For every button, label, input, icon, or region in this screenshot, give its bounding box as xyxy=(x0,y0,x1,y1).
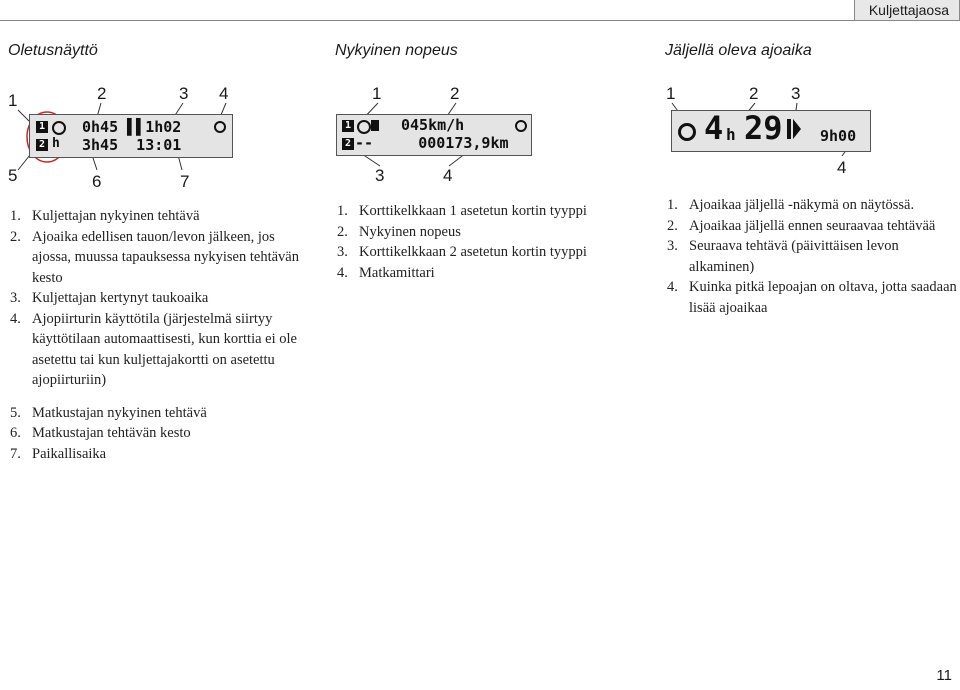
driving-mode-icon xyxy=(357,120,371,134)
card-type-icon xyxy=(371,120,379,131)
list-item: 3. Kuljettajan kertynyt taukoaika xyxy=(10,290,209,306)
list-item: 3. Korttikelkkaan 2 asetetun kortin tyyppi xyxy=(337,244,587,260)
default-display-lcd xyxy=(29,114,233,158)
callout-2: 2 xyxy=(97,84,107,103)
card-slot-1-icon: 1 xyxy=(342,120,354,132)
header-rule xyxy=(0,20,960,21)
list-item: 2. Ajoaikaa jäljellä ennen seuraavaa tehtävää xyxy=(667,217,936,234)
list-item: 2. Nykyinen nopeus xyxy=(337,223,461,240)
card-slot-1-icon: 1 xyxy=(36,121,48,133)
callout-2: 2 xyxy=(450,84,460,103)
middle-legend-list xyxy=(337,201,647,283)
next-activity-arrow-icon xyxy=(793,119,801,139)
callout-4: 4 xyxy=(219,84,229,103)
list-item: 1. Ajoaikaa jäljellä -näkymä on näytössä. xyxy=(667,197,915,213)
callout-3: 3 xyxy=(791,84,801,103)
left-section-title: Oletusnäyttö xyxy=(8,42,98,59)
list-item: 6. Matkustajan tehtävän kesto xyxy=(10,425,191,441)
callout-1: 1 xyxy=(8,91,18,110)
list-item: 3. Seuraava tehtävä (päivittäisen levon alkaminen) xyxy=(667,238,899,275)
lcd-rest-needed: 9h00 xyxy=(820,127,857,145)
list-item: 4. Matkamittari xyxy=(337,264,435,281)
rest-icon: h xyxy=(52,136,60,151)
speed-display-lcd xyxy=(336,114,532,156)
lcd-hours: 4 xyxy=(704,109,724,147)
page-header xyxy=(0,0,960,24)
list-item: 1. Korttikelkkaan 1 asetetun kortin tyyppi xyxy=(337,203,587,219)
lcd-minutes: 29 xyxy=(744,109,783,147)
callout-5: 5 xyxy=(8,166,18,185)
callout-1: 1 xyxy=(372,84,382,103)
right-section-title: Jäljellä oleva ajoaika xyxy=(665,42,812,59)
page-number: 11 xyxy=(936,667,952,684)
right-legend-list xyxy=(667,195,959,318)
lcd-hours-unit: h xyxy=(726,125,736,144)
list-item: 4. Ajopiirturin käyttötila (järjestelmä siirtyy käyttötilaan automaattisesti, kun korttia ei ole asetettu tai kun kuljettajakortti on asetettu ajopiirturiin) xyxy=(10,310,297,388)
list-item: 2. Ajoaika edellisen tauon/levon jälkeen, jos ajossa, muussa tapauksessa nykyisen tehtävän kesto xyxy=(10,228,299,286)
operating-mode-icon xyxy=(515,120,527,132)
list-item: 7. Paikallisaika xyxy=(10,445,107,462)
section-tab: Kuljettajaosa xyxy=(854,0,960,21)
card-slot-2-icon: 2 xyxy=(36,139,48,151)
remaining-time-lcd xyxy=(671,110,871,152)
left-legend-list xyxy=(10,206,310,464)
driving-mode-icon xyxy=(678,123,696,141)
lcd-speed: 045km/h xyxy=(401,116,465,134)
card-slot-2-icon: 2 xyxy=(342,138,354,150)
operating-mode-icon xyxy=(214,121,226,133)
callout-3: 3 xyxy=(375,166,385,185)
lcd-line-1: 0h45 ▌▌1h02 xyxy=(82,118,182,136)
callout-4: 4 xyxy=(837,158,847,177)
callout-6: 6 xyxy=(92,172,102,191)
next-activity-icon xyxy=(787,119,791,139)
callout-1: 1 xyxy=(666,84,676,103)
lcd-odometer: -- 000173,9km xyxy=(355,134,509,152)
driving-mode-icon xyxy=(52,121,66,135)
list-item: 4. Kuinka pitkä lepoajan on oltava, jotta saadaan lisää ajoaikaa xyxy=(667,279,957,316)
callout-7: 7 xyxy=(180,172,190,191)
callout-3: 3 xyxy=(179,84,189,103)
list-item: 1. Kuljettajan nykyinen tehtävä xyxy=(10,208,200,224)
middle-section-title: Nykyinen nopeus xyxy=(335,42,458,59)
list-item: 5. Matkustajan nykyinen tehtävä xyxy=(10,404,207,421)
lcd-line-2: 3h45 13:01 xyxy=(82,136,182,154)
callout-2: 2 xyxy=(749,84,759,103)
callout-4: 4 xyxy=(443,166,453,185)
